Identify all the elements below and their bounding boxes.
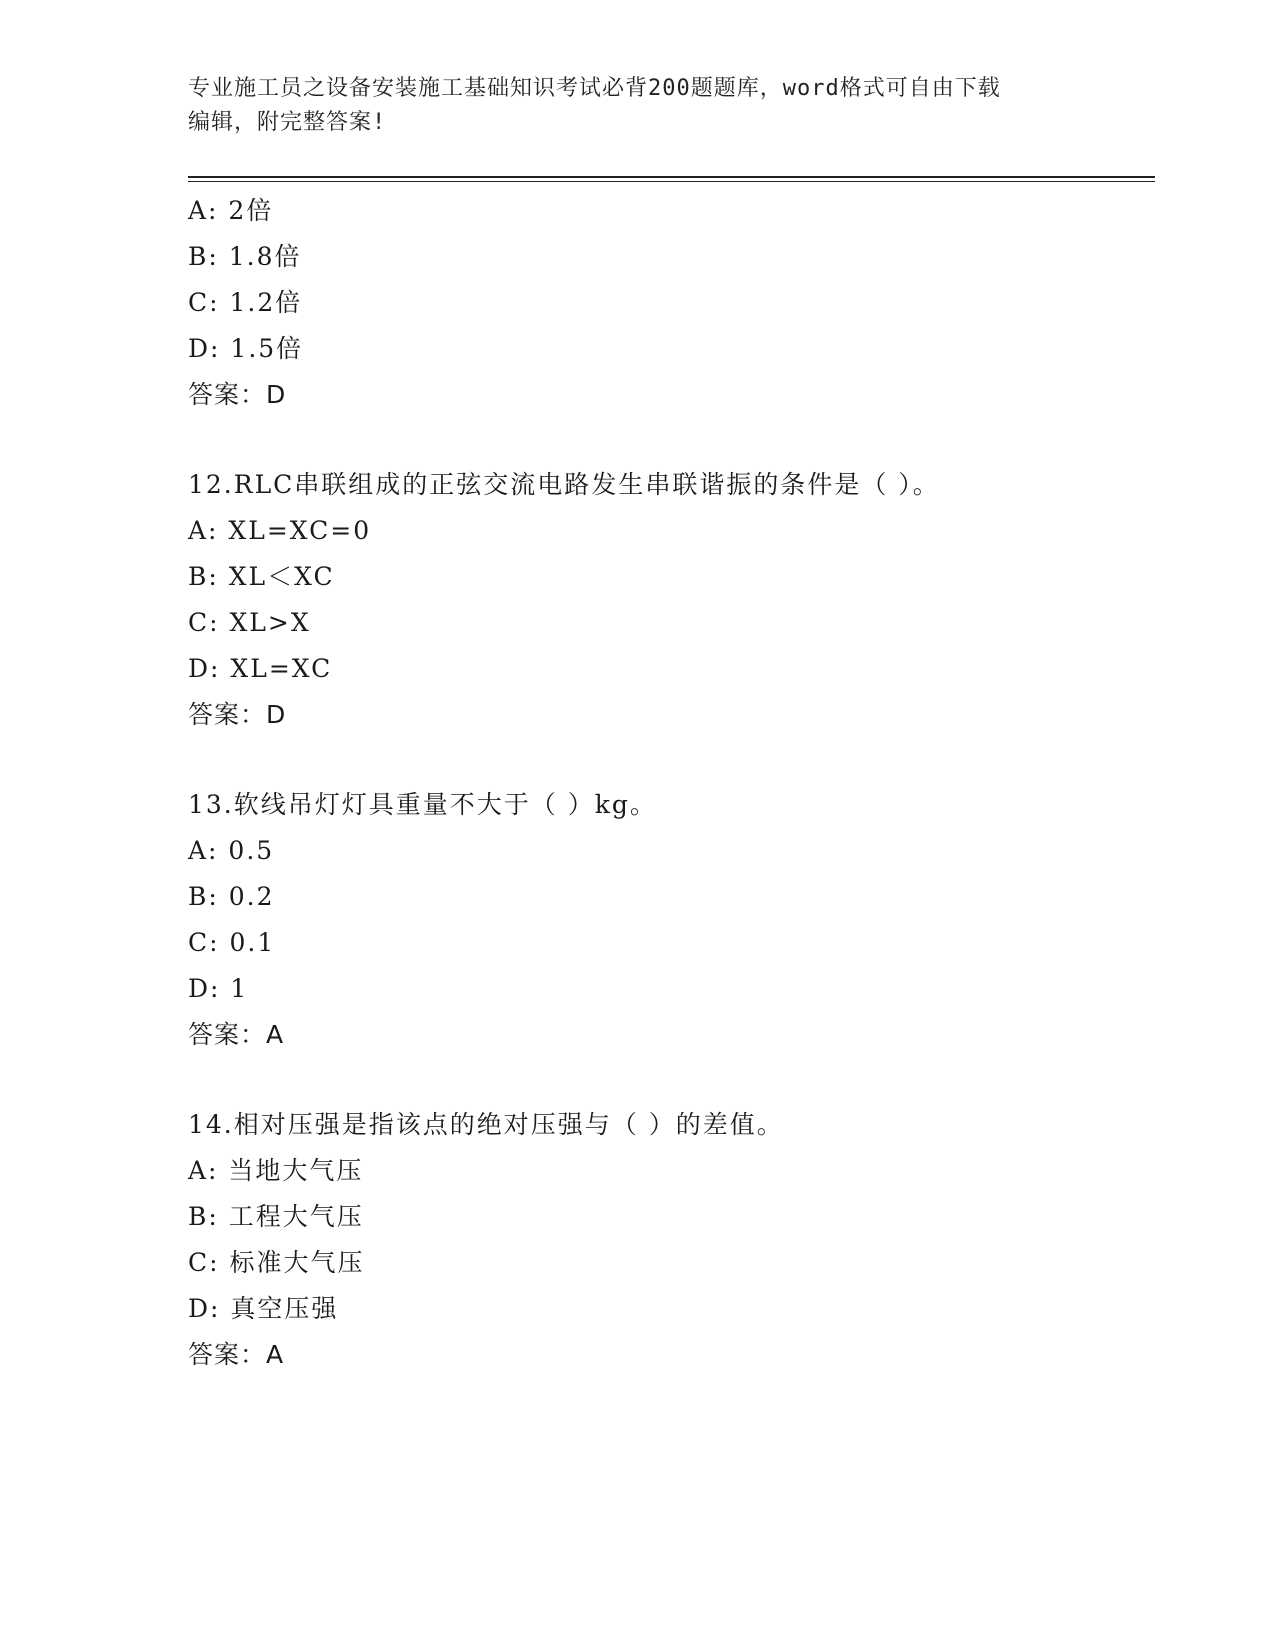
option-b: B: 1.8倍 [188, 242, 302, 271]
question-stem: 14.相对压强是指该点的绝对压强与（ ）的差值。 [188, 1110, 784, 1139]
question-stem: 13.软线吊灯灯具重量不大于（ ）kg。 [188, 790, 657, 819]
option-d: D: 1 [188, 974, 249, 1003]
question-stem: 12.RLC串联组成的正弦交流电路发生串联谐振的条件是（ ）。 [188, 470, 940, 499]
header-divider-thick [188, 176, 1155, 178]
option-d: D: XL=XC [188, 654, 333, 683]
option-b: B: 工程大气压 [188, 1202, 364, 1231]
option-b: B: XL＜XC [188, 562, 335, 591]
question-block-12 [188, 462, 1155, 738]
header-divider-thin [188, 181, 1155, 182]
answer-line: 答案：A [188, 1340, 285, 1369]
option-c: C: 0.1 [188, 928, 276, 957]
answer-line: 答案：D [188, 700, 287, 729]
option-c: C: 1.2倍 [188, 288, 303, 317]
header-title-line-1: 专业施工员之设备安装施工基础知识考试必背200题题库，word格式可自由下载 [188, 76, 1001, 101]
spacer [188, 738, 1155, 782]
spacer [188, 418, 1155, 462]
answer-line: 答案：D [188, 380, 287, 409]
question-block-11 [188, 188, 1155, 418]
option-d: D: 1.5倍 [188, 334, 304, 363]
option-a: A: XL=XC=0 [188, 516, 372, 545]
option-d: D: 真空压强 [188, 1294, 339, 1323]
option-a: A: 2倍 [188, 196, 274, 225]
answer-line: 答案：A [188, 1020, 285, 1049]
option-c: C: XL>X [188, 608, 311, 637]
header-title-line-2: 编辑，附完整答案! [188, 110, 387, 135]
option-a: A: 0.5 [188, 836, 275, 865]
question-block-14 [188, 1102, 1155, 1378]
page-header [188, 72, 1088, 140]
question-block-13 [188, 782, 1155, 1058]
question-list [188, 188, 1155, 1378]
spacer [188, 1058, 1155, 1102]
option-c: C: 标准大气压 [188, 1248, 365, 1277]
option-b: B: 0.2 [188, 882, 275, 911]
option-a: A: 当地大气压 [188, 1156, 364, 1185]
